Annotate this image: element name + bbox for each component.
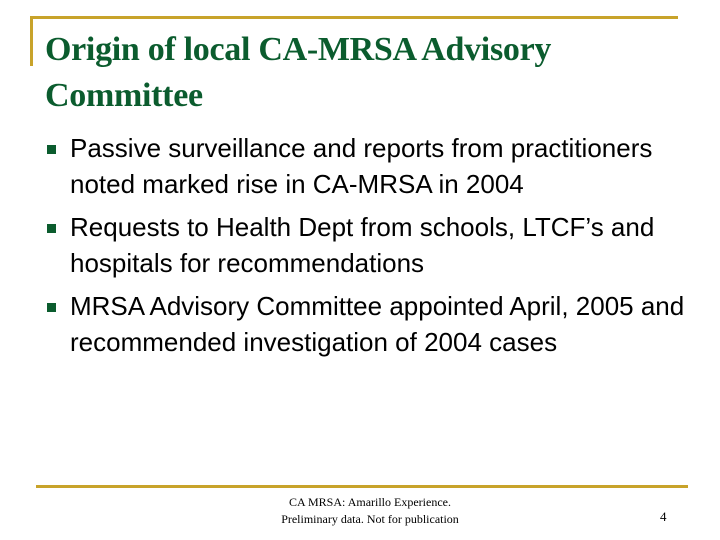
square-bullet-icon <box>47 303 56 312</box>
square-bullet-icon <box>47 224 56 233</box>
footer-line-2: Preliminary data. Not for publication <box>281 512 459 526</box>
bullet-text: Requests to Health Dept from schools, LTCF’s and hospitals for recommendations <box>70 212 655 278</box>
top-accent-rule <box>30 16 678 19</box>
square-bullet-icon <box>47 145 56 154</box>
footer-rule <box>36 485 688 488</box>
footer-text <box>230 494 510 528</box>
bullet-item <box>40 210 700 281</box>
footer-line-1: CA MRSA: Amarillo Experience. <box>289 495 451 509</box>
page-number: 4 <box>660 509 667 524</box>
bullet-item <box>40 289 700 360</box>
slide-title: Origin of local CA-MRSA Advisory Committee <box>45 31 552 114</box>
bullet-text: Passive surveillance and reports from practitioners noted marked rise in CA-MRSA in 2004 <box>70 133 653 199</box>
bullet-text: MRSA Advisory Committee appointed April, 2005 and recommended investigation of 2004 cases <box>70 291 685 357</box>
bullet-list <box>40 131 700 368</box>
left-accent-rule <box>30 16 33 66</box>
bullet-item <box>40 131 700 202</box>
